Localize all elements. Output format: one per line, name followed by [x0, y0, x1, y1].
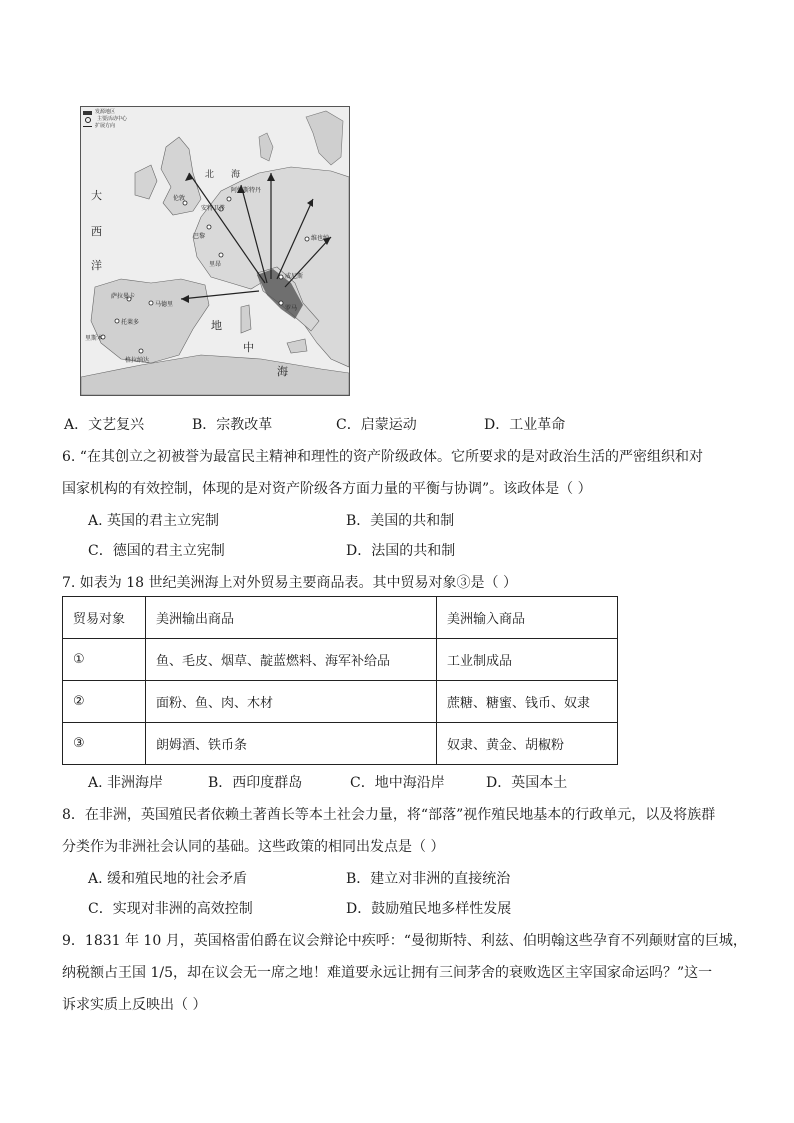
label-amsterdam: 阿姆斯特丹 [231, 187, 262, 194]
label-sea: 海 [231, 170, 241, 180]
q8-stem-line1: 8．在非洲，英国殖民者依赖土著酋长等本土社会力量，将“部落”视作殖民地基本的行政单元，以及将族群 [62, 807, 716, 823]
q8-option-b[interactable]: B．建立对非洲的直接统治 [346, 871, 511, 887]
table-row [63, 639, 618, 681]
legend-center: 主要活动中心 [97, 116, 128, 122]
label-london: 伦敦 [173, 195, 186, 202]
europe-map [80, 106, 350, 396]
q6-option-b[interactable]: B．美国的共和制 [346, 513, 455, 529]
label-atlantic-1: 大 [91, 189, 102, 202]
label-med-3: 海 [277, 365, 288, 378]
origin-swatch [83, 111, 92, 115]
q9-stem-line1: 9．1831 年 10 月，英国格雷伯爵在议会辩论中疾呼：“曼彻斯特、利兹、伯明翰这些孕育不列颠财富的巨城， [62, 933, 747, 949]
table-cell: ① [63, 639, 146, 681]
label-antwerp: 安特卫普 [201, 205, 226, 212]
label-atlantic-2: 西 [91, 225, 102, 238]
legend-direction: 扩展方向 [95, 123, 116, 129]
q7-option-a[interactable]: A. 非洲海岸 [88, 775, 164, 791]
header-cell: 美洲输出商品 [146, 597, 437, 639]
q6-option-c[interactable]: C．德国的君主立宪制 [88, 543, 225, 559]
q8-option-d[interactable]: D．鼓励殖民地多样性发展 [346, 901, 512, 917]
label-med-2: 中 [243, 341, 254, 354]
label-paris: 巴黎 [193, 233, 206, 240]
label-vienna: 维也纳 [311, 235, 330, 242]
table-header-row [63, 597, 618, 639]
table-cell: 奴隶、黄金、胡椒粉 [437, 723, 618, 765]
table-row [63, 681, 618, 723]
q6-stem-line1: 6. “在其创立之初被誉为最富民主精神和理性的资产阶级政体。它所要求的是对政治生活的严密组织和对 [62, 449, 703, 465]
arrow-icon [83, 126, 92, 127]
q6-option-d[interactable]: D．法国的共和制 [346, 543, 456, 559]
table-cell: 鱼、毛皮、烟草、靛蓝燃料、海军补给品 [146, 639, 437, 681]
table-cell: ③ [63, 723, 146, 765]
q5-option-d[interactable]: D．工业革命 [484, 417, 566, 433]
q8-stem-line2: 分类作为非洲社会认同的基础。这些政策的相同出发点是（ ） [62, 839, 445, 855]
q7-option-c[interactable]: C．地中海沿岸 [350, 775, 445, 791]
q5-option-c[interactable]: C．启蒙运动 [336, 417, 417, 433]
table-cell: ② [63, 681, 146, 723]
table-cell: 朗姆酒、铁币条 [146, 723, 437, 765]
label-madrid: 马德里 [155, 301, 174, 308]
table-cell: 面粉、鱼、肉、木材 [146, 681, 437, 723]
center-dot-icon [85, 117, 91, 123]
label-north: 北 [205, 170, 215, 180]
table-row [63, 723, 618, 765]
header-cell: 贸易对象 [63, 597, 146, 639]
label-med-1: 地 [211, 319, 222, 332]
q9-stem-line3: 诉求实质上反映出（ ） [62, 997, 207, 1013]
q5-option-b[interactable]: B．宗教改革 [192, 417, 273, 433]
label-granada: 格拉纳达 [125, 357, 150, 364]
q8-option-c[interactable]: C．实现对非洲的高效控制 [88, 901, 253, 917]
map-graphic [81, 107, 349, 395]
q7-option-d[interactable]: D．英国本土 [486, 775, 568, 791]
label-lyon: 里昂 [209, 261, 222, 268]
q7-option-b[interactable]: B．西印度群岛 [208, 775, 303, 791]
header-cell: 美洲输入商品 [437, 597, 618, 639]
q6-stem-line2: 国家机构的有效控制，体现的是对资产阶级各方面力量的平衡与协调”。该政体是（ ） [62, 481, 592, 497]
q9-stem-line2: 纳税额占王国 1/5，却在议会无一席之地！难道要永远让拥有三间茅舍的衰败选区主宰国家命运吗？”这一 [62, 965, 713, 981]
label-lisbon: 里斯本 [85, 335, 104, 342]
label-venice: 威尼斯 [285, 273, 304, 280]
label-atlantic-3: 洋 [91, 259, 102, 272]
q6-option-a[interactable]: A. 英国的君主立宪制 [88, 513, 220, 529]
table-cell: 蔗糖、糖蜜、钱币、奴隶 [437, 681, 618, 723]
map-legend [83, 109, 153, 130]
legend-origin: 发源地区 [95, 109, 116, 115]
q5-option-a[interactable]: A．文艺复兴 [64, 417, 145, 433]
q7-stem: 7. 如表为 18 世纪美洲海上对外贸易主要商品表。其中贸易对象③是（ ） [62, 575, 517, 591]
label-toledo: 托莱多 [121, 319, 140, 326]
label-rome: 罗马 [285, 305, 298, 312]
trade-table [62, 596, 618, 765]
label-salamanca: 萨拉曼卡 [111, 293, 136, 300]
table-cell: 工业制成品 [437, 639, 618, 681]
q8-option-a[interactable]: A. 缓和殖民地的社会矛盾 [88, 871, 248, 887]
